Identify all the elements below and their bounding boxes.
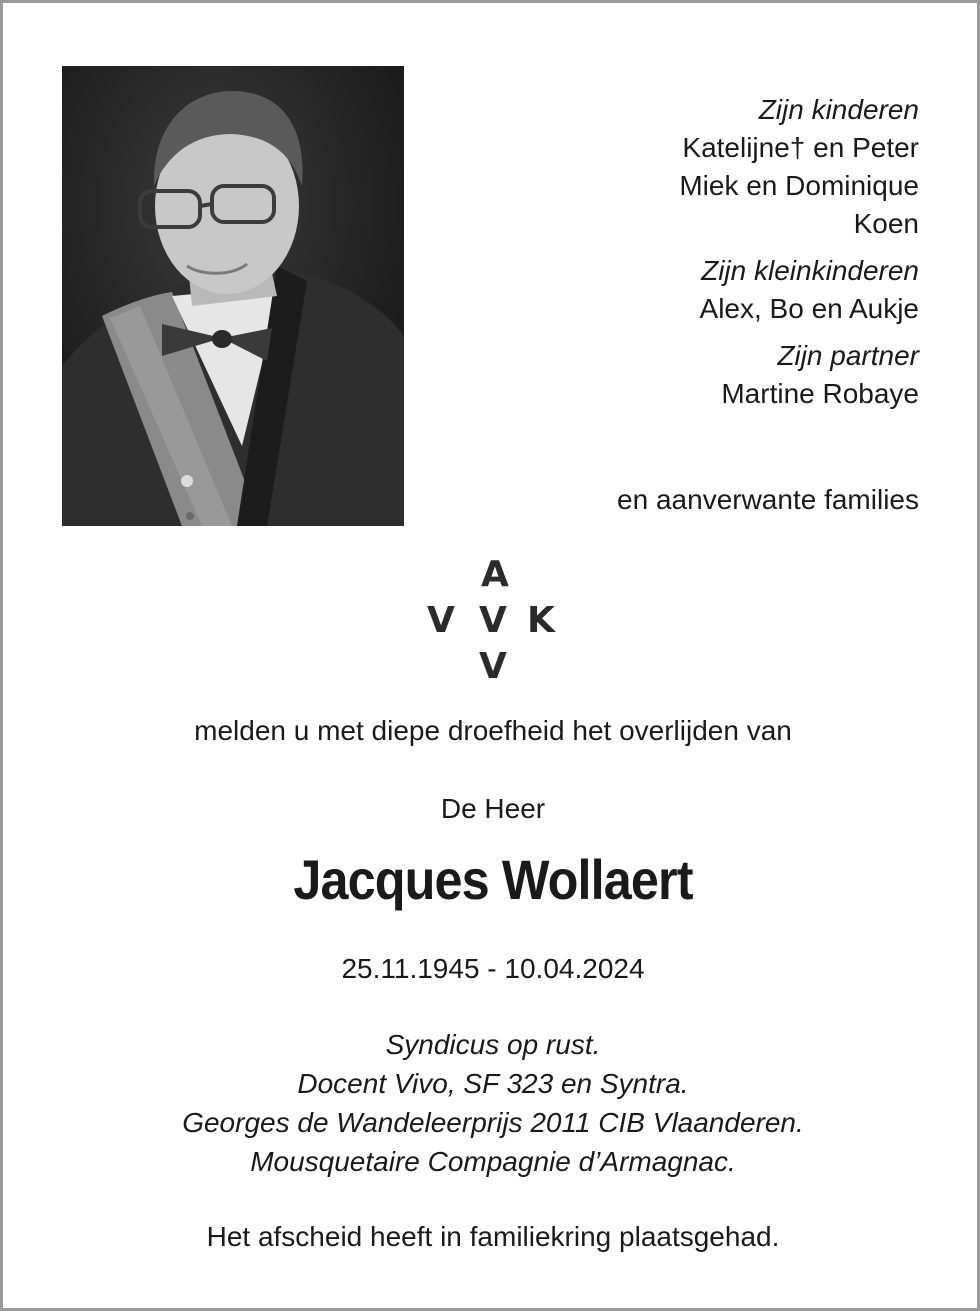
logo-letter-top: A — [481, 554, 509, 595]
grandchildren-block — [479, 252, 919, 328]
partner-name: Martine Robaye — [721, 378, 919, 409]
bio-line: Docent Vivo, SF 323 en Syntra. — [297, 1068, 689, 1099]
life-dates: 25.11.1945 - 10.04.2024 — [341, 953, 645, 984]
children-name: Miek en Dominique — [679, 170, 919, 201]
logo-letter-bottom: V — [479, 646, 507, 687]
family-list — [479, 91, 919, 422]
avvkv-logo — [423, 555, 563, 687]
bio-line: Mousquetaire Compagnie d’Armagnac. — [250, 1146, 736, 1177]
honorific: De Heer — [440, 793, 546, 824]
deceased-name: Jacques Wollaert — [293, 848, 693, 911]
related-families: en aanverwante families — [617, 484, 919, 515]
children-role: Zijn kinderen — [758, 94, 919, 125]
bio-line: Georges de Wandeleerprijs 2011 CIB Vlaanderen. — [182, 1107, 804, 1138]
bio-line: Syndicus op rust. — [385, 1029, 601, 1060]
partner-role: Zijn partner — [777, 340, 919, 371]
grandchildren-role: Zijn kleinkinderen — [701, 255, 919, 286]
portrait-photo — [62, 66, 404, 526]
announcement-text: melden u met diepe droefheid het overlijden van — [194, 715, 792, 746]
farewell-text: Het afscheid heeft in familiekring plaatsgehad. — [206, 1221, 780, 1252]
logo-letter-center: V — [479, 600, 507, 641]
portrait-illustration — [62, 66, 404, 526]
logo-letter-right: K — [527, 600, 555, 641]
logo-letter-left: V — [427, 600, 455, 641]
grandchildren-names: Alex, Bo en Aukje — [699, 293, 919, 324]
partner-block — [479, 337, 919, 413]
children-name: Koen — [853, 208, 919, 239]
biography — [3, 1025, 980, 1181]
children-name: Katelijne† en Peter — [682, 132, 919, 163]
children-block — [479, 91, 919, 243]
